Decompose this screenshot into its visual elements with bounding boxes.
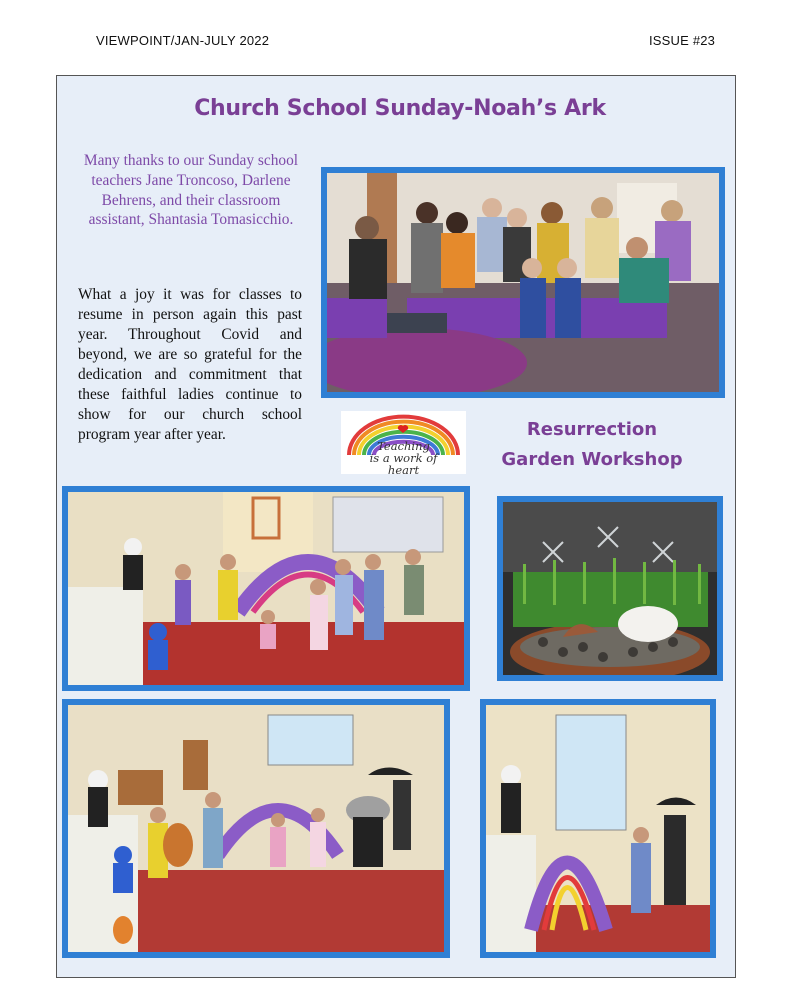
rainbow-caption-line2: is a work of xyxy=(369,451,438,465)
photo-resurrection-garden xyxy=(497,496,723,681)
rainbow-graphic xyxy=(341,411,466,477)
photo-noahs-ark-stage xyxy=(62,699,450,958)
rainbow-caption xyxy=(341,440,466,476)
photo-stage-performance xyxy=(62,486,470,691)
header-issue: ISSUE #23 xyxy=(649,33,716,48)
subheading-line1: Resurrection xyxy=(526,419,658,440)
photo-rainbow-arch xyxy=(480,699,716,958)
photo-classroom-group xyxy=(321,167,725,398)
rainbow-caption-line1: Teaching xyxy=(377,439,430,453)
thanks-note: Many thanks to our Sunday school teachers Jane Troncoso, Darlene Behrens, and their classroom assistant, Shantasia Tomasicchio. xyxy=(83,152,299,229)
header-publication: VIEWPOINT/JAN-JULY 2022 xyxy=(96,33,270,48)
page-title: Church School Sunday-Noah’s Ark xyxy=(194,96,606,121)
body-paragraph: What a joy it was for classes to resume in person again this past year. Throughout Covid and beyond, we are so grateful for the dedication and commitment that these faithful ladies continue to show for our church school program year after year. xyxy=(78,286,302,443)
rainbow-caption-line3: heart xyxy=(387,463,420,477)
subheading-line2: Garden Workshop xyxy=(501,449,683,470)
